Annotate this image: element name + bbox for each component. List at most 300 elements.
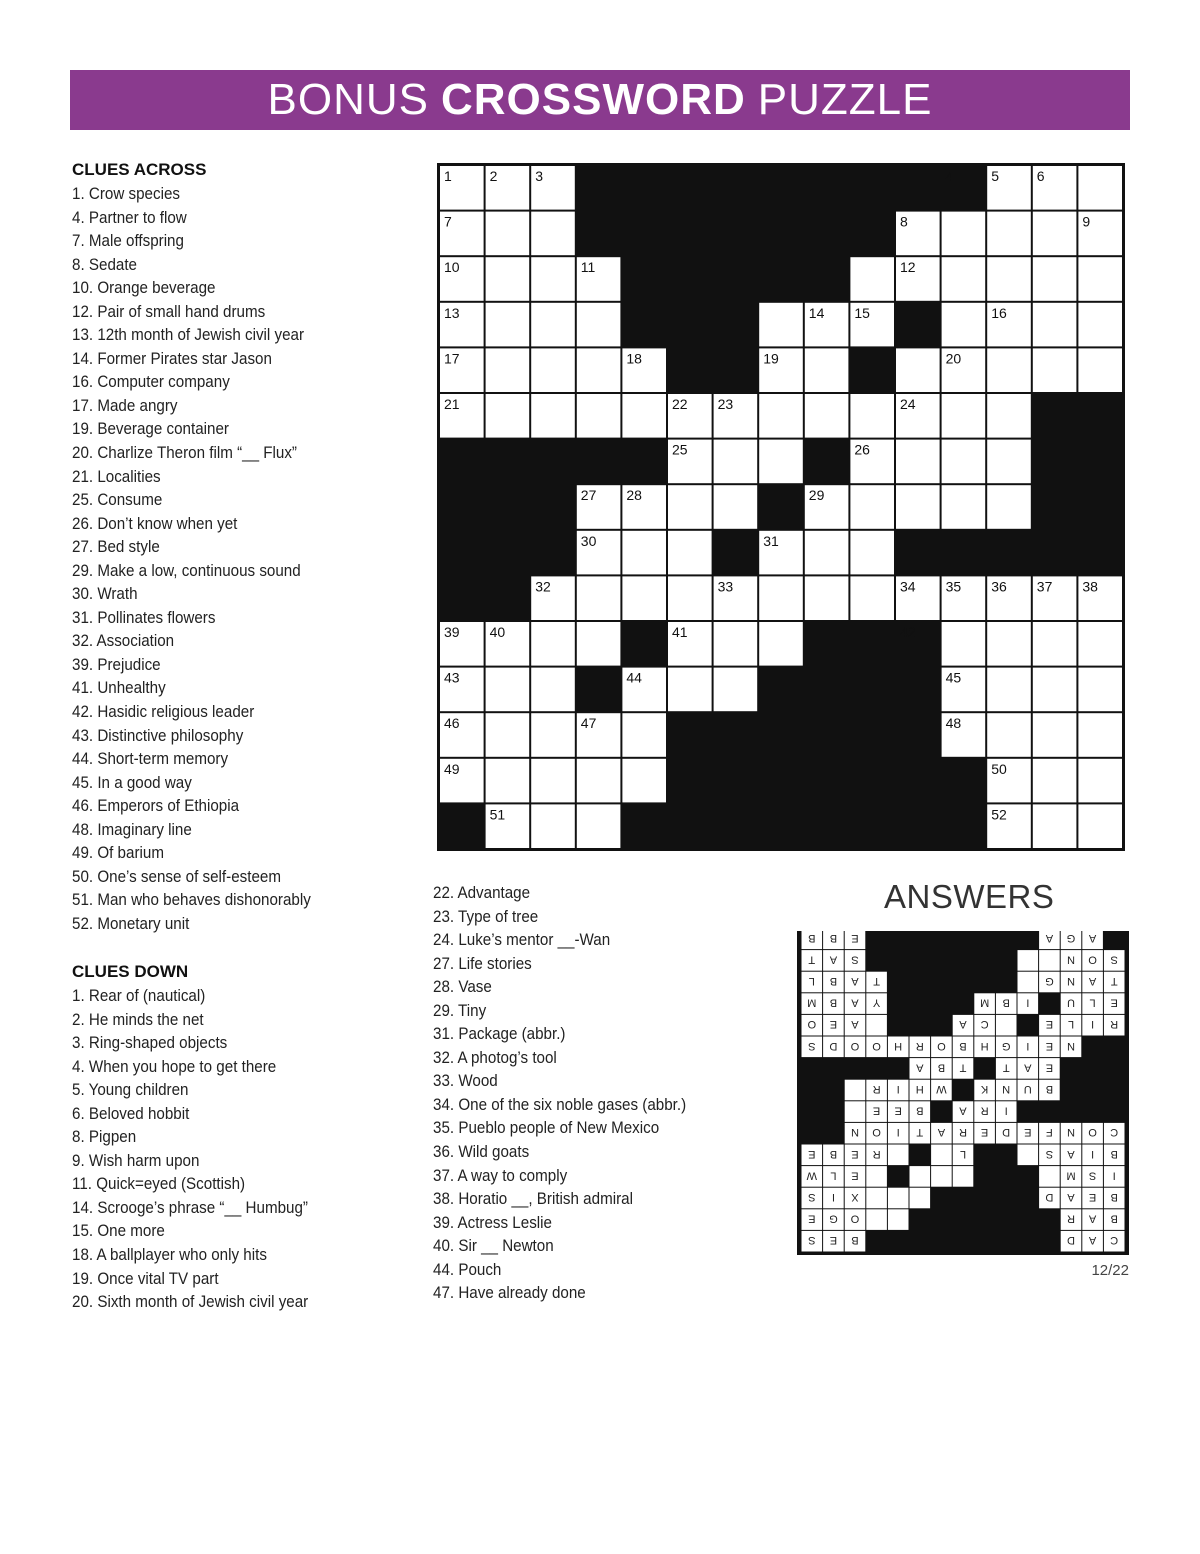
answer-letter: E [1088,1191,1097,1203]
answer-cell [931,1145,952,1166]
answer-letter: E [851,1169,859,1182]
cell-number: 9 [1082,213,1091,230]
grid-cell[interactable] [850,394,894,438]
clue-item: 10. Orange beverage [72,279,216,298]
answer-letter: E [1045,1039,1054,1052]
answer-letter: B [1110,1191,1118,1203]
grid-cell[interactable] [486,303,530,347]
grid-cell[interactable] [1078,303,1122,347]
answer-letter: C [980,1018,989,1031]
answer-letter: S [1088,1169,1097,1182]
grid-cell[interactable] [942,257,986,301]
answer-letter: T [959,1061,967,1074]
answer-cell [1018,950,1039,971]
answer-letter: R [980,1104,989,1117]
answer-cell [996,1015,1017,1036]
grid-cell[interactable] [668,531,712,575]
grid-cell[interactable] [850,576,894,620]
grid-cell[interactable] [1033,713,1077,757]
clues-across-list [72,183,332,937]
answer-letter: A [959,1018,967,1031]
cell-number: 18 [626,350,642,367]
clue-item: 52. Monetary unit [72,914,190,933]
answer-letter: H [915,1083,924,1095]
grid-cell[interactable] [622,576,666,620]
answer-letter: L [1089,996,1096,1009]
answer-letter: A [1024,1061,1032,1074]
grid-cell[interactable] [577,303,621,347]
clue-item: 31. Package (abbr.) [433,1025,566,1044]
answer-letter: A [1088,1212,1097,1225]
grid-cell[interactable] [531,713,575,757]
cell-number: 20 [945,350,962,367]
grid-cell[interactable] [668,668,712,712]
clue-item: 38. Horatio __, British admiral [433,1190,633,1209]
cell-number: 45 [945,669,962,686]
clue-item: 16. Computer company [72,373,230,392]
grid-cell[interactable] [577,348,621,392]
clue-item: 43. Distinctive philosophy [72,726,244,745]
cell-number: 47 [580,715,597,732]
clue-item: 1. Crow species [72,185,180,203]
grid-cell[interactable] [531,348,575,392]
answer-letter: O [807,1018,817,1031]
answer-letter: I [896,1126,900,1139]
answer-cell [888,1209,909,1230]
answer-letter: A [1088,931,1097,944]
grid-cell[interactable] [486,257,530,301]
answer-letter: M [980,996,990,1009]
clue-item: 48. Imaginary line [72,820,192,839]
banner-word-puzzle: PUZZLE [757,75,933,124]
answer-cell [1018,1145,1039,1166]
clue-item: 11. Quick=eyed (Scottish) [72,1175,246,1194]
answer-letter: O [872,1126,881,1139]
answer-letter: G [1066,931,1076,944]
cell-number: 23 [717,396,734,412]
cell-number: 8 [900,213,908,230]
answer-letter: R [959,1126,967,1139]
cell-number: 40 [489,624,506,640]
grid-cell[interactable] [577,759,621,803]
cell-number: 44 [626,669,642,686]
answer-letter: O [1088,1126,1097,1139]
grid-cell[interactable] [486,668,530,712]
answer-letter: S [1045,1147,1054,1160]
grid-cell[interactable] [987,713,1031,757]
title-banner [70,70,1130,130]
answer-cell [866,1015,887,1036]
grid-cell[interactable] [1078,759,1122,803]
clue-item: 17. Made angry [72,396,178,415]
grid-cell[interactable] [486,759,530,803]
answer-letter: A [851,975,859,987]
banner-word-crossword: CROSSWORD [441,75,746,124]
cell-number: 36 [991,578,1007,595]
answer-letter: L [959,1147,967,1160]
grid-cell[interactable] [1033,348,1077,392]
cell-number: 43 [444,669,460,686]
grid-cell[interactable] [622,531,666,575]
grid-cell[interactable] [942,394,986,438]
grid-cell[interactable] [1033,212,1077,256]
clue-item: 46. Emperors of Ethiopia [72,797,240,816]
grid-cell[interactable] [942,212,986,256]
cell-number: 21 [444,396,460,412]
clue-item: 45. In a good way [72,773,192,792]
answer-letter: U [1023,1083,1032,1095]
answer-cell [1039,1166,1060,1187]
grid-cell[interactable] [896,440,940,484]
answer-letter: H [894,1039,903,1052]
grid-cell[interactable] [668,576,712,620]
clue-item: 42. Hasidic religious leader [72,703,255,722]
answer-letter: R [872,1083,881,1095]
clue-item: 14. Scrooge’s phrase “__ Humbug” [72,1198,308,1217]
cell-number: 39 [444,624,460,640]
cell-number: 17 [444,350,460,367]
clue-item: 20. Charlize Theron film “__ Flux” [72,444,297,463]
answer-letter: B [916,1104,924,1117]
answer-letter: F [1046,1126,1053,1139]
clue-item: 51. Man who behaves dishonorably [72,891,311,910]
grid-cell[interactable] [942,622,986,666]
answer-letter: S [808,1039,816,1052]
answer-grid [797,931,1130,1255]
cell-number: 2 [489,168,498,184]
clue-item: 8. Sedate [72,255,137,274]
clue-item: 32. Association [72,632,175,651]
answer-cell [1018,972,1039,993]
answer-letter: O [872,1039,881,1052]
clue-item: 41. Unhealthy [72,679,166,698]
grid-cell[interactable] [714,668,758,712]
cell-number: 29 [808,487,825,504]
clue-item: 26. Don’t know when yet [72,514,238,533]
grid-cell[interactable] [1033,257,1077,301]
grid-cell[interactable] [577,622,621,666]
answer-letter: S [1110,953,1118,966]
answer-letter: A [1088,1234,1097,1247]
answer-letter: B [959,1039,967,1052]
grid-cell[interactable] [1033,303,1077,347]
cell-number: 33 [717,578,734,595]
answer-letter: E [851,1147,859,1160]
cell-number: 48 [945,715,962,732]
grid-cell[interactable] [987,348,1031,392]
issue-label: 12/22 [1091,1262,1129,1279]
answer-letter: E [1045,1061,1054,1074]
grid-cell[interactable] [987,257,1031,301]
grid-cell[interactable] [896,348,940,392]
answer-letter: A [829,953,838,966]
cell-number: 31 [763,532,779,549]
grid-cell[interactable] [759,622,803,666]
grid-cell[interactable] [531,394,575,438]
clue-item: 9. Wish harm upon [72,1151,200,1170]
grid-cell[interactable] [850,485,894,529]
grid-cell[interactable] [577,804,621,848]
grid-cell[interactable] [1033,668,1077,712]
grid-cell[interactable] [1078,348,1122,392]
clue-item: 27. Life stories [433,954,532,973]
answer-letter: B [829,996,838,1009]
clue-item: 34. One of the six noble gases (abbr.) [433,1095,687,1114]
answer-letter: E [1045,1018,1054,1031]
answer-letter: C [1110,1126,1119,1139]
answer-letter: E [980,1126,989,1139]
answer-cell [845,1080,866,1101]
answer-letter: B [851,1234,859,1247]
answer-letter: R [1067,1212,1075,1225]
answer-letter: B [829,975,838,987]
clue-item: 4. When you hope to get there [72,1057,277,1076]
cell-number: 42 [900,624,916,640]
answer-letter: I [1091,1018,1095,1031]
answer-letter: L [830,1169,837,1182]
grid-cell[interactable] [486,713,530,757]
clue-item: 5. Young children [72,1081,189,1100]
answer-letter: E [829,1234,838,1247]
answer-letter: E [1110,996,1118,1009]
answer-letter: W [936,1083,947,1095]
grid-cell[interactable] [531,668,575,712]
clue-item: 27. Bed style [72,538,160,557]
clue-item: 28. Vase [433,978,492,997]
grid-cell[interactable] [850,257,894,301]
clue-item: 14. Former Pirates star Jason [72,349,272,368]
grid-cell[interactable] [577,576,621,620]
answer-letter: I [896,1083,900,1095]
grid-cell[interactable] [759,576,803,620]
answer-letter: I [1004,1104,1008,1117]
answer-letter: B [808,931,816,944]
answer-letter: A [1067,1191,1075,1203]
answer-cell [888,1188,909,1209]
grid-cell[interactable] [987,394,1031,438]
answer-cell [845,1101,866,1122]
cell-number: 16 [991,304,1007,321]
grid-cell[interactable] [1033,804,1077,848]
grid-cell[interactable] [1078,166,1122,210]
answer-letter: L [1067,1018,1075,1031]
answer-letter: K [980,1083,989,1095]
answer-letter: D [829,1039,838,1052]
banner-word-bonus: BONUS [267,75,429,124]
grid-cell[interactable] [942,440,986,484]
grid-cell[interactable] [987,622,1031,666]
cell-number: 49 [444,760,460,777]
grid-cell[interactable] [805,348,849,392]
answer-letter: B [829,1147,838,1160]
grid-cell[interactable] [850,531,894,575]
answer-letter: B [1045,1083,1054,1095]
answer-letter: G [1045,975,1054,987]
answer-letter: E [808,1147,816,1160]
grid-cell[interactable] [486,348,530,392]
answer-cell [931,1166,952,1187]
answer-letter: O [937,1039,946,1052]
answer-letter: D [1067,1234,1075,1247]
clue-item: 32. A photog’s tool [433,1048,557,1067]
grid-cell[interactable] [987,440,1031,484]
grid-cell[interactable] [486,394,530,438]
clue-item: 50. One’s sense of self-esteem [72,867,281,886]
cell-number: 28 [626,487,642,504]
answer-letter: Y [872,996,881,1009]
answer-letter: B [1002,996,1010,1009]
clue-item: 25. Consume [72,491,163,510]
clue-item: 18. A ballplayer who only hits [72,1246,267,1265]
grid-cell[interactable] [1033,759,1077,803]
grid-cell[interactable] [987,668,1031,712]
cell-number: 50 [991,760,1007,777]
grid-cell[interactable] [805,394,849,438]
cell-number: 5 [991,168,999,184]
answer-letter: B [1110,1212,1118,1225]
answer-letter: A [851,996,859,1009]
answer-letter: M [1066,1169,1076,1182]
clue-item: 1. Rear of (nautical) [72,987,206,1005]
grid-cell[interactable] [896,485,940,529]
cell-number: 34 [900,578,916,595]
answer-letter: O [850,1039,860,1052]
answer-letter: N [1067,975,1075,987]
answer-letter: N [1002,1083,1011,1095]
answer-letter: H [980,1039,989,1052]
answer-letter: N [1067,1039,1075,1052]
clue-item: 36. Wild goats [433,1143,530,1162]
grid-cell[interactable] [987,212,1031,256]
answer-cell [888,1145,909,1166]
answer-letter: C [1110,1234,1119,1247]
grid-cell[interactable] [486,212,530,256]
clue-item: 47. Have already done [433,1284,586,1303]
cell-number: 26 [854,441,870,458]
clue-item: 7. Male offspring [72,232,184,251]
grid-cell[interactable] [531,759,575,803]
answer-letter: R [872,1147,881,1160]
clue-item: 30. Wrath [72,585,138,604]
grid-cell[interactable] [531,622,575,666]
clue-item: 21. Localities [72,467,161,486]
grid-cell[interactable] [622,394,666,438]
grid-cell[interactable] [577,394,621,438]
cell-number: 13 [444,304,460,321]
answer-letter: N [1067,953,1075,966]
clue-item: 23. Type of tree [433,907,539,926]
cell-number: 4 [945,168,954,184]
clue-item: 19. Once vital TV part [72,1269,219,1288]
grid-cell[interactable] [531,212,575,256]
answer-letter: T [808,953,816,966]
grid-cell[interactable] [805,531,849,575]
cell-number: 46 [444,715,460,732]
answer-letter: W [806,1169,817,1182]
answer-letter: G [829,1212,838,1225]
answer-letter: X [851,1191,859,1203]
grid-cell[interactable] [942,485,986,529]
grid-cell[interactable] [1033,622,1077,666]
clue-item: 29. Tiny [433,1001,487,1020]
answer-letter: E [894,1104,902,1117]
answer-letter: B [1110,1147,1118,1160]
cell-number: 22 [672,396,688,412]
answer-letter: E [1024,1126,1032,1139]
grid-cell[interactable] [714,440,758,484]
grid-cell[interactable] [1078,713,1122,757]
answer-letter: S [851,953,859,966]
cell-number: 41 [672,624,688,640]
cell-number: 7 [444,213,452,230]
crossword-grid [437,163,1127,861]
clue-item: 35. Pueblo people of New Mexico [433,1119,660,1138]
clue-item: 8. Pigpen [72,1128,137,1147]
grid-cell[interactable] [805,576,849,620]
grid-cell[interactable] [1078,804,1122,848]
grid-cell[interactable] [622,759,666,803]
cell-number: 3 [535,168,543,184]
answer-letter: T [1002,1061,1010,1074]
cell-number: 6 [1036,168,1045,184]
cell-number: 12 [900,259,916,276]
answer-letter: A [959,1104,967,1117]
grid-cell[interactable] [668,485,712,529]
cell-number: 51 [489,806,506,823]
grid-cell[interactable] [531,303,575,347]
grid-cell[interactable] [1078,257,1122,301]
grid-cell[interactable] [942,303,986,347]
clue-item: 39. Prejudice [72,655,161,674]
answer-letter: M [807,996,817,1009]
grid-cell[interactable] [714,622,758,666]
clue-item: 39. Actress Leslie [433,1213,552,1232]
grid-cell[interactable] [1078,668,1122,712]
clue-item: 33. Wood [433,1072,498,1091]
answer-letter: D [1002,1126,1011,1139]
answer-letter: E [851,931,859,944]
answer-letter: R [915,1039,924,1052]
cell-number: 52 [991,806,1007,823]
grid-cell[interactable] [759,440,803,484]
answer-cell [910,1188,931,1209]
cell-number: 15 [854,304,870,321]
grid-cell[interactable] [987,485,1031,529]
answer-cell [953,1166,974,1187]
cell-number: 38 [1082,578,1098,595]
clue-item: 37. A way to comply [433,1166,568,1185]
grid-cell[interactable] [759,394,803,438]
grid-cell[interactable] [531,257,575,301]
cell-number: 25 [672,441,688,458]
answer-letter: O [850,1212,860,1225]
answer-letter: A [851,1018,859,1031]
grid-cell[interactable] [714,485,758,529]
answer-letter: S [808,1234,816,1247]
clue-item: 15. One more [72,1222,165,1241]
answer-letter: T [873,975,880,987]
grid-cell[interactable] [759,303,803,347]
grid-cell[interactable] [531,804,575,848]
clue-item: 6. Beloved hobbit [72,1104,190,1123]
grid-cell[interactable] [1078,622,1122,666]
answer-letter: G [1001,1039,1011,1052]
clue-item: 19. Beverage container [72,420,229,439]
clue-item: 44. Short-term memory [72,750,229,769]
grid-cell[interactable] [622,713,666,757]
clue-item: 40. Sir __ Newton [433,1237,554,1256]
answer-cell [1039,950,1060,971]
